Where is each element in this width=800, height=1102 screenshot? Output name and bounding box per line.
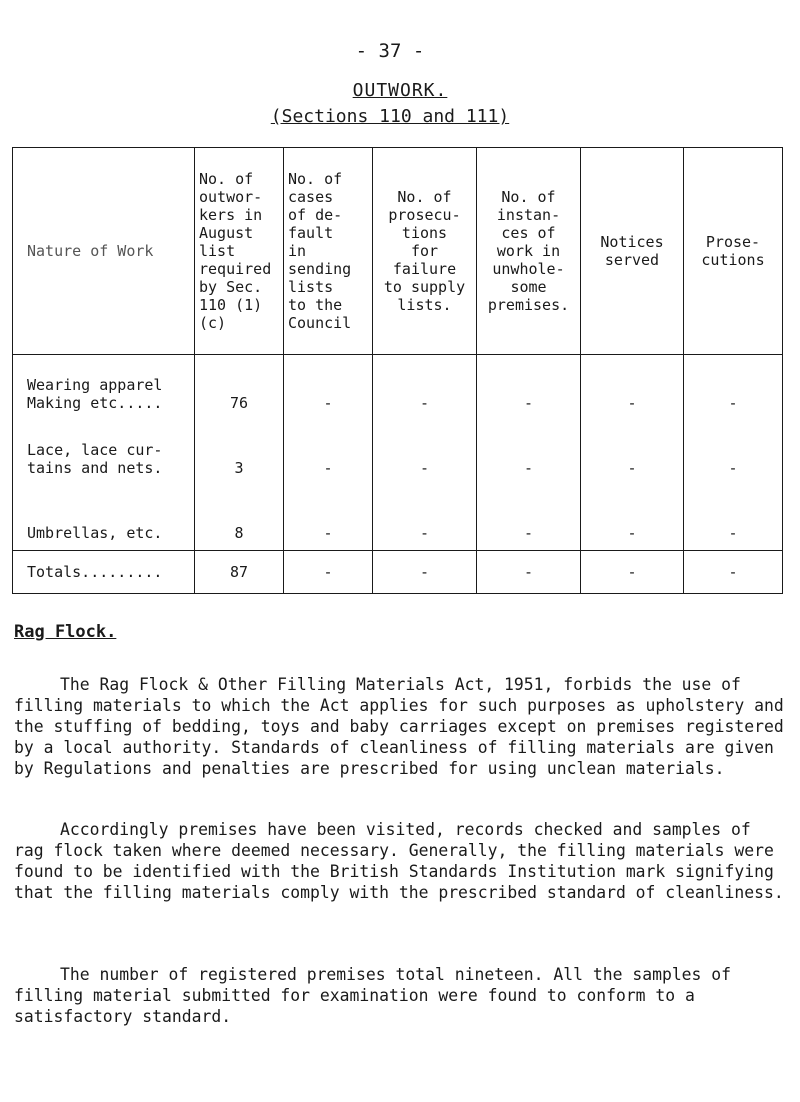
table-row <box>13 420 783 485</box>
page-number: - 37 - <box>355 40 425 62</box>
row-cell: - <box>684 355 783 421</box>
paragraph: Accordingly premises have been visited, records checked and samples of rag flock taken where deemed necessary. Generally, the filling materials were found to be identified with the British Standards Institution mark signifying that the filling materials comply with the prescribed standard of cleanliness. <box>14 820 784 903</box>
row-cell: - <box>477 485 581 551</box>
subtitle-text: (Sections 110 and 111) <box>270 106 510 127</box>
header-default-cases: No. of cases of de- fault in sending lists to the Council <box>284 148 373 355</box>
header-notices-served: Notices served <box>581 148 684 355</box>
totals-row <box>13 551 783 594</box>
totals-cell: - <box>284 551 373 594</box>
row-cell: - <box>581 420 684 485</box>
section-heading-rag-flock: Rag Flock. <box>14 622 117 642</box>
paragraph: The number of registered premises total nineteen. All the samples of filling material submitted for examination were found to conform to a satisfactory standard. <box>14 965 732 1027</box>
header-prosecutions-failure: No. of prosecu- tions for failure to supply lists. <box>373 148 477 355</box>
totals-label: Totals......... <box>13 551 195 594</box>
totals-cell: - <box>373 551 477 594</box>
page-title: OUTWORK. <box>352 80 448 101</box>
row-count: 8 <box>195 485 284 551</box>
totals-count: 87 <box>195 551 284 594</box>
row-cell: - <box>373 420 477 485</box>
row-cell: - <box>284 420 373 485</box>
row-label: Lace, lace cur- tains and nets. <box>13 420 195 485</box>
row-label: Wearing apparel Making etc..... <box>13 355 195 421</box>
row-count: 3 <box>195 420 284 485</box>
table-row <box>13 355 783 421</box>
row-cell: - <box>477 355 581 421</box>
row-cell: - <box>284 485 373 551</box>
row-cell: - <box>581 355 684 421</box>
row-cell: - <box>373 485 477 551</box>
header-nature-of-work: Nature of Work <box>13 148 195 355</box>
row-label: Umbrellas, etc. <box>13 485 195 551</box>
totals-cell: - <box>581 551 684 594</box>
row-count: 76 <box>195 355 284 421</box>
totals-cell: - <box>477 551 581 594</box>
header-prosecutions: Prose- cutions <box>684 148 783 355</box>
row-cell: - <box>684 420 783 485</box>
row-cell: - <box>477 420 581 485</box>
totals-cell: - <box>684 551 783 594</box>
paragraph: The Rag Flock & Other Filling Materials Act, 1951, forbids the use of filling materials to which the Act applies for such purposes as upholstery and the stuffing of bedding, toys and baby carriages except on premises registered by a local authority. Standards of cleanliness of filling materials are given by Regulations and penalties are prescribed for using unclean materials. <box>14 675 784 779</box>
table-row <box>13 485 783 551</box>
row-cell: - <box>373 355 477 421</box>
header-outworkers-count: No. of outwor- kers in August list required by Sec. 110 (1) (c) <box>195 148 284 355</box>
table-header-row <box>13 148 783 355</box>
outwork-table <box>12 147 783 594</box>
row-cell: - <box>284 355 373 421</box>
row-cell: - <box>684 485 783 551</box>
page-subtitle <box>0 106 780 127</box>
row-cell: - <box>581 485 684 551</box>
header-unwholesome-premises: No. of instan- ces of work in unwhole- some premises. <box>477 148 581 355</box>
